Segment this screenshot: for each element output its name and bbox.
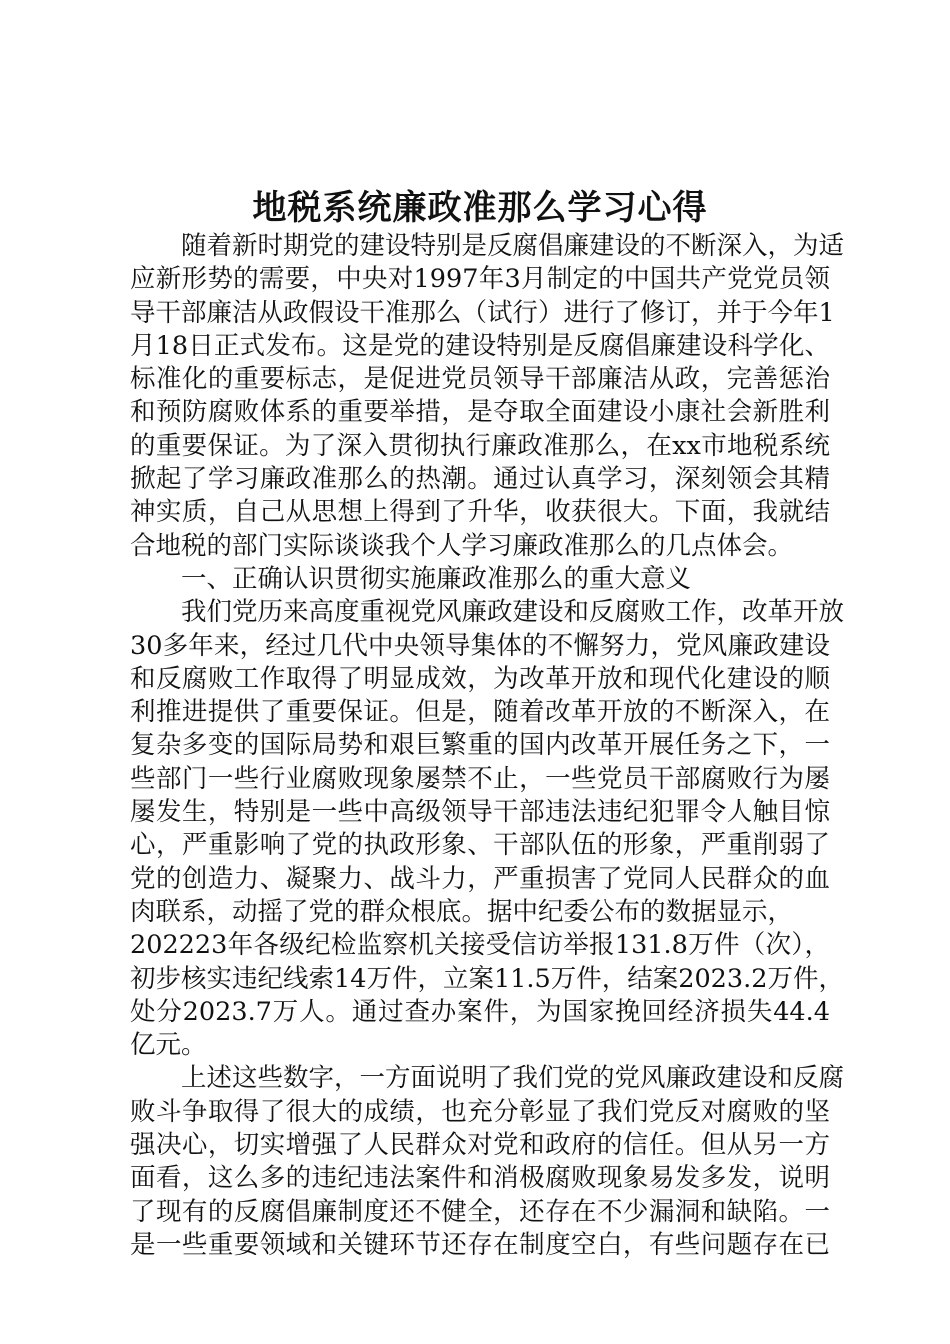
text-line: 败斗争取得了很大的成绩，也充分彰显了我们党反对腐败的坚 <box>130 1096 830 1127</box>
text-line: 的重要保证。为了深入贯彻执行廉政准那么，在xx市地税系统 <box>130 430 830 461</box>
text-line: 了现有的反腐倡廉制度还不健全，还存在不少漏洞和缺陷。一 <box>130 1196 830 1227</box>
text-line: 是一些重要领域和关键环节还存在制度空白，有些问题存在已 <box>130 1229 830 1260</box>
text-line: 30多年来，经过几代中央领导集体的不懈努力，党风廉政建设 <box>130 630 830 661</box>
text-line: 神实质，自己从思想上得到了升华，收获很大。下面，我就结 <box>130 497 830 528</box>
text-line: 合地税的部门实际谈谈我个人学习廉政准那么的几点体会。 <box>130 530 794 561</box>
text-line: 复杂多变的国际局势和艰巨繁重的国内改革开展任务之下，一 <box>130 730 830 761</box>
text-line: 面看，这么多的违纪违法案件和消极腐败现象易发多发，说明 <box>130 1163 830 1194</box>
text-line: 党的创造力、凝聚力、战斗力，严重损害了党同人民群众的血 <box>130 863 830 894</box>
text-line: 上述这些数字，一方面说明了我们党的党风廉政建设和反腐 <box>181 1063 845 1094</box>
document-title: 地税系统廉政准那么学习心得 <box>252 188 708 228</box>
text-line: 亿元。 <box>130 1030 207 1061</box>
text-line: 掀起了学习廉政准那么的热潮。通过认真学习，深刻领会其精 <box>130 464 830 495</box>
text-line: 月18日正式发布。这是党的建设特别是反腐倡廉建设科学化、 <box>130 330 830 361</box>
text-line: 利推进提供了重要保证。但是，随着改革开放的不断深入，在 <box>130 697 830 728</box>
document-body <box>130 230 845 1262</box>
text-line: 和预防腐败体系的重要举措，是夺取全面建设小康社会新胜利 <box>130 397 830 428</box>
text-line: 心，严重影响了党的执政形象、干部队伍的形象，严重削弱了 <box>130 830 830 861</box>
text-line: 标准化的重要标志，是促进党员领导干部廉洁从政，完善惩治 <box>130 364 830 395</box>
text-line: 我们党历来高度重视党风廉政建设和反腐败工作，改革开放 <box>181 597 845 628</box>
text-line: 处分2023.7万人。通过查办案件，为国家挽回经济损失44.4 <box>130 996 830 1027</box>
text-line: 随着新时期党的建设特别是反腐倡廉建设的不断深入，为适 <box>181 231 845 261</box>
text-line: 202223年各级纪检监察机关接受信访举报131.8万件（次）， <box>130 930 830 961</box>
text-line: 些部门一些行业腐败现象屡禁不止，一些党员干部腐败行为屡 <box>130 763 830 794</box>
text-line: 肉联系，动摇了党的群众根底。据中纪委公布的数据显示， <box>130 896 794 927</box>
section-heading: 一、正确认识贯彻实施廉政准那么的重大意义 <box>181 563 692 594</box>
document-page <box>130 186 845 1262</box>
text-line: 和反腐败工作取得了明显成效，为改革开放和现代化建设的顺 <box>130 663 830 694</box>
text-line: 应新形势的需要，中央对1997年3月制定的中国共产党党员领 <box>130 264 830 295</box>
text-line: 屡发生，特别是一些中高级领导干部违法违纪犯罪令人触目惊 <box>130 797 830 828</box>
text-line: 导干部廉洁从政假设干准那么（试行）进行了修订，并于今年1 <box>130 297 835 328</box>
text-line: 强决心，切实增强了人民群众对党和政府的信任。但从另一方 <box>130 1130 830 1161</box>
text-line: 初步核实违纪线索14万件，立案11.5万件，结案2023.2万件， <box>130 963 844 994</box>
